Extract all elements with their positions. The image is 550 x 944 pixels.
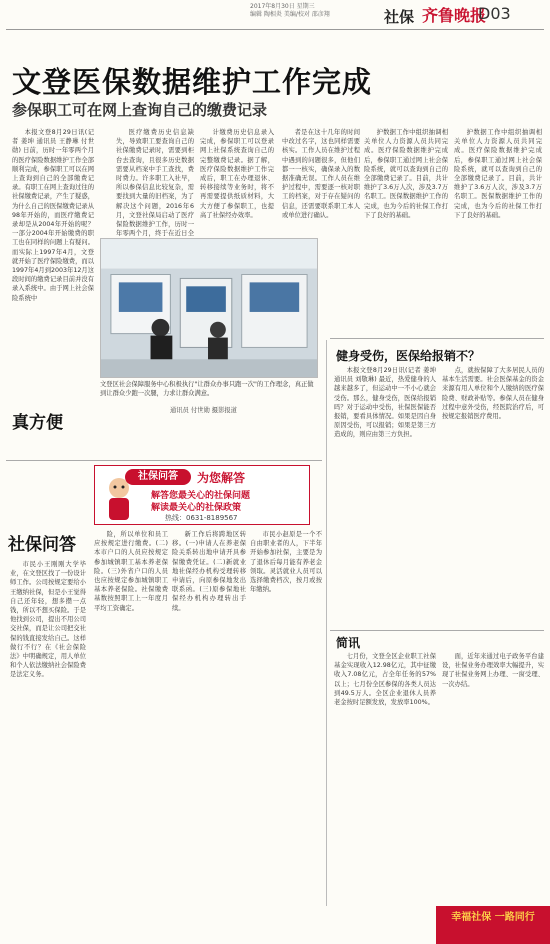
article-subtitle: 参保职工可在网上查询自己的缴费记录 (12, 101, 268, 119)
banner-bubble-left: 社保问答 (125, 469, 191, 485)
header-date: 2017年8月30日 星期三 (250, 3, 315, 10)
brief-heading: 简讯 (336, 636, 361, 650)
photo-caption: 文登区社会保障服务中心积极执行"让群众办事只跑一次"的工作理念，真正做到让群众少跑一次腿，力求让群众满意。 (100, 381, 314, 397)
bottom-slogan-banner: 幸福社保 一路同行 (436, 906, 550, 944)
page-number: D03 (478, 4, 511, 23)
divider (6, 460, 322, 461)
article-text: 计缴费历史信息录入完成，参保职工可以登录网上社保系统查询自己的完整缴费记录。据了解，医疗保险数据维护工作完成后，职工在办理退休、转移接续等业务时，将不再需要提供纸质材料，大大方便了参保职工，也提高了社保经办效率。 (200, 129, 274, 219)
service-center-photo (100, 238, 318, 378)
article-text: 护数据工作中组织抽调相关单位人力资源人员共同完成。医疗保险数据维护完成后，参保职工通过网上社会保险系统，就可以查询到自己的全部缴费记录了。目前，共计维护了3.6万人次，涉及3.7万名职工。医保数据维护工作的完成，也为今后的社保工作打下了良好的基础。 (454, 129, 542, 219)
photo-illustration (101, 239, 317, 377)
zhenfangbian-heading: 真方便 (12, 413, 63, 433)
banner-line-1: 解答您最关心的社保问题 (151, 491, 251, 501)
banner-hotline: 热线：0631-8189567 (165, 514, 238, 522)
newspaper-logo: 齐鲁晚报 (422, 6, 487, 25)
health-column-1 (334, 366, 436, 628)
article-column-5 (364, 128, 448, 328)
banner-line-2: 解读最关心的社保政策 (151, 503, 242, 513)
section-name: 社保 (384, 8, 415, 26)
page-header (0, 0, 550, 34)
qa-text: 市民小王刚刚大学毕业，在文登区找了一份设计师工作。公司按规定要给小王缴纳社保，但是小王觉得自己还年轻，想多攒一点钱，所以不想买保险。于是他找到公司，提出不用公司交社保，而是让公司把交社保的钱直接发给自己。这样做行不行？在《社会保险法》中明确规定，用人单位和个人依法缴纳社会保险费是法定义务。 (10, 561, 86, 679)
brief-text: 七月份，文登全区企业职工社保基金实现收入12.98亿元，其中征缴收入7.08亿元，占全年任务的57%以上；七月份全区参保的各类人员达到49.5万人。全区企业退休人员养老金按时足额发放，发放率100%。 (334, 653, 436, 707)
health-text: 点，就按保障了大多居民人员的基本生活需要。社会医保基金的资金来源有用人单位和个人缴纳的医疗保险费、财政补贴等。参保人员在健身过程中意外受伤，经医院治疗后，可按规定报销医疗费用。 (442, 367, 544, 421)
health-column-2 (442, 366, 544, 628)
banner-bubble-right: 为您解答 (197, 471, 246, 485)
health-heading: 健身受伤，医保给报销不？ (336, 349, 481, 363)
article-text: 护数据工作中组织抽调相关单位人力资源人员共同完成。医疗保险数据维护完成后，参保职工通过网上社会保险系统，就可以查询到自己的全部缴费记录了。目前，共计维护了3.6万人次，涉及3.7万名职工。医保数据维护工作的完成，也为今后的社保工作打下了良好的基础。 (364, 129, 448, 219)
health-text: 本报文登8月29日讯(记者 姜坤 通讯员 刘敬琳) 最近，热爱健身的人越来越多了，但运动中一不小心就会受伤。那么，健身受伤，医保给报销吗？对于运动中受伤，社保医保能否报销，要看具体情况。如果是因自身原因受伤，可以报销；如果是第三方造成的，则应由第三方负担。 (334, 367, 436, 439)
brief-column-1 (334, 652, 436, 940)
brief-column-2 (442, 652, 544, 902)
article-column-3 (200, 128, 274, 234)
article-column-1 (12, 128, 94, 403)
article-text: 医疗缴费历史信息缺失，导致职工要查询自己的社保缴费记录时，需要到柜台去查询，且很多历史数据需要从档案中手工查找，费时费力。许多职工入社早，所以参保信息比较复杂，需要找到大量的旧档案，为了解决这个问题，2016年6月，文登社保局启动了医疗保险数据维护工作，历时一年零两个月，终于在近日全 (116, 129, 194, 238)
qa-text: 险，所以单位和员工应按规定进行缴费。(二)本市户口的人员应按规定参加城镇职工基本养老保险。(三)外省户口的人员也应按规定参加城镇职工基本养老保险。社保缴费基数按照职工上一年度月平均工资确定。 (94, 531, 168, 612)
article-column-6 (454, 128, 542, 328)
photo-credit: 通讯员 付世勋 摄影报道 (170, 407, 237, 414)
divider (330, 338, 544, 339)
article-column-2 (116, 128, 194, 238)
qa-heading: 社保问答 (8, 535, 76, 555)
qa-column-3 (172, 530, 246, 940)
brief-text: 面，近年来通过电子政务平台建设，社保业务办理效率大幅提升，实现了社保业务网上办理、一窗受理、一次办结。 (442, 653, 544, 688)
qa-column-1 (10, 560, 86, 940)
column-divider (326, 340, 327, 906)
qa-text: 新工作后将跨地区转移。(一)申请人在养老保险关系转出地申请开具参保缴费凭证。(二)新就业地社保经办机构受理转移申请后，向原参保地发出联系函。(三)原参保地社保经办机构办理转出手续。 (172, 531, 246, 612)
article-title: 文登医保数据维护工作完成 (12, 65, 373, 99)
article-text: 者是在这十几年的时间中改过名字，这也同样需要核实。工作人员在维护过程中遇到的问题很多，但他们都一一核实，确保录入的数据准确无误。工作人员在维护过程中，需要逐一核对职工的档案，对于存在疑问的信息，还需要联系职工本人或单位进行确认。 (282, 129, 360, 219)
divider (330, 630, 544, 631)
qa-column-4 (250, 530, 322, 940)
qa-column-2 (94, 530, 168, 940)
header-meta (250, 3, 330, 19)
article-text: 本报文登8月29日讯(记者 姜坤 通讯员 王静琳 付世勋) 日前，历时一年零两个月的医疗保险数据维护工作全部顺利完成，参保职工可以在网上查询到自己的全部缴费记录。有职工在网上查询过往的社保缴费记录，产生了疑惑，为什么自己的医保缴费记录从98年开始的，而医疗缴费记录却是从2004年开始的呢？一部分2004年开始缴费的职工也在同样的问题上有疑问。而实际上1997年4月，文登就开始了医疗保险缴费，而以1997年4月到2003年12月这段时间的缴费记录目前并没有录入系统中。由于网上社会保险系统中 (12, 129, 94, 302)
header-editors: 编辑 陶相炎 美编/校对 邵彦翔 (250, 11, 330, 18)
qa-promo-banner (94, 465, 310, 525)
qa-text: 市民小赵原是一个不自由职业者的人，下半年开始参加社保，主要是为了退休后每月能有养老金领取。灵活就业人员可以选择缴费档次，按月或按年缴纳。 (250, 531, 322, 594)
header-rule (6, 29, 544, 30)
